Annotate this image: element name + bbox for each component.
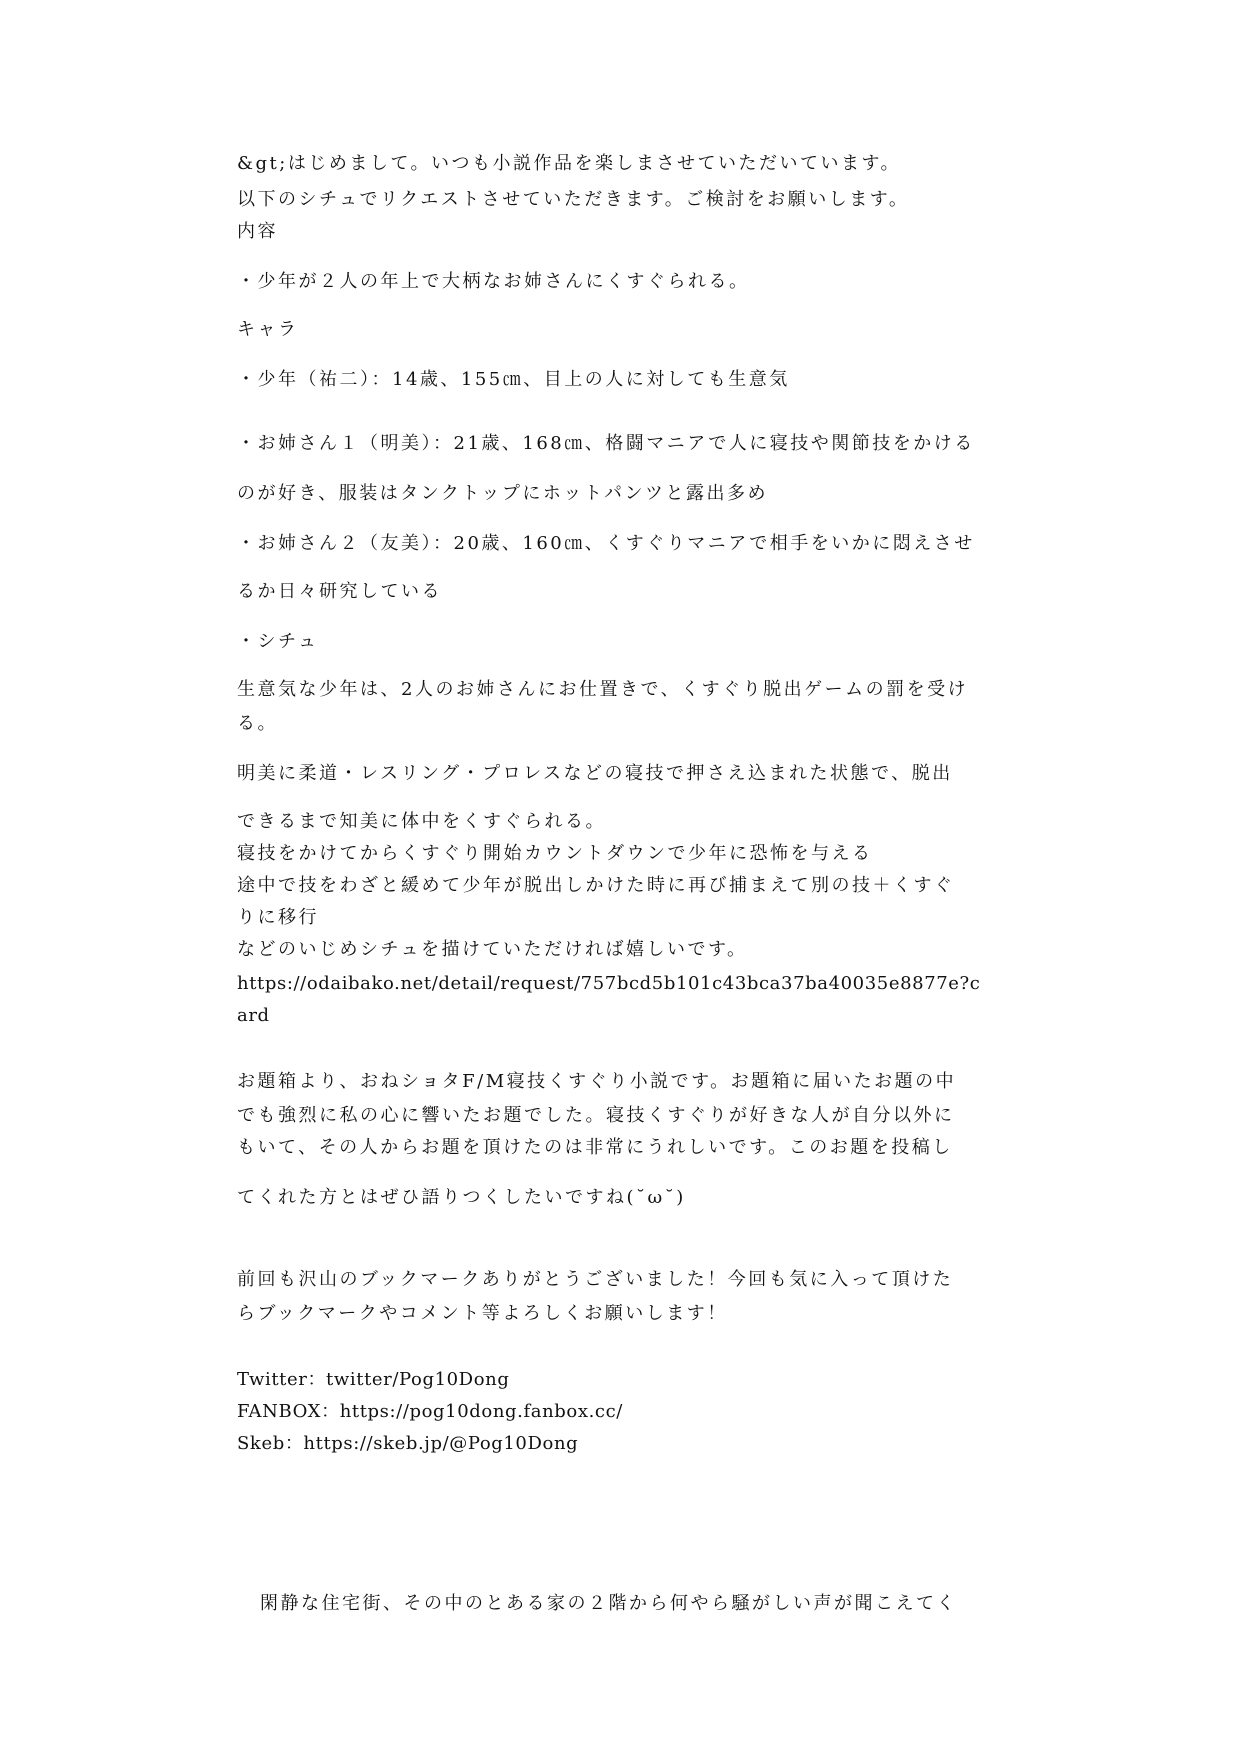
situation-closing: などのいじめシチュを描けていただければ嬉しいです。: [237, 939, 748, 960]
character-sister-1: ・お姉さん１（明美）：21歳、168㎝、格闘マニアで人に寝技や関節技をかける: [237, 433, 975, 454]
request-url-cont[interactable]: ard: [237, 1005, 270, 1026]
intro-line-4: てくれた方とはぜひ語りつくしたいですね(˘ω˘): [237, 1187, 686, 1208]
request-content-heading: 内容: [237, 221, 278, 242]
situation-line-3: 寝技をかけてからくすぐり開始カウントダウンで少年に恐怖を与える: [237, 843, 873, 864]
intro-line-3: もいて、その人からお題を頂けたのは非常にうれしいです。このお題を投稿し: [237, 1137, 953, 1158]
twitter-link[interactable]: Twitter：twitter/Pog10Dong: [237, 1369, 510, 1390]
situation-line-4: 途中で技をわざと緩めて少年が脱出しかけた時に再び捕まえて別の技＋くすぐ: [237, 875, 955, 896]
character-heading: キャラ: [237, 319, 299, 340]
situation-line-1-cont: る。: [237, 713, 278, 734]
situation-line-2: 明美に柔道・レスリング・プロレスなどの寝技で押さえ込まれた状態で、脱出: [237, 763, 953, 784]
intro-line-2: でも強烈に私の心に響いたお題でした。寝技くすぐりが好きな人が自分以外に: [237, 1105, 955, 1126]
request-greeting: &gt;はじめまして。いつも小説作品を楽しまさせていただいています。: [237, 153, 902, 174]
request-summary: ・少年が２人の年上で大柄なお姉さんにくすぐられる。: [237, 271, 750, 292]
thanks-line-2: らブックマークやコメント等よろしくお願いします！: [237, 1303, 728, 1324]
thanks-line-1: 前回も沢山のブックマークありがとうございました！今回も気に入って頂けた: [237, 1269, 954, 1290]
skeb-link[interactable]: Skeb：https://skeb.jp/@Pog10Dong: [237, 1433, 579, 1454]
character-sister-2: ・お姉さん２（友美）：20歳、160㎝、くすぐりマニアで相手をいかに悶えさせ: [237, 533, 975, 554]
intro-line-1: お題箱より、おねショタF/M寝技くすぐり小説です。お題箱に届いたお題の中: [237, 1071, 957, 1092]
fanbox-link[interactable]: FANBOX：https://pog10dong.fanbox.cc/: [237, 1401, 623, 1422]
story-opening-line: 閑静な住宅街、その中のとある家の２階から何やら騒がしい声が聞こえてく: [260, 1593, 957, 1614]
situation-line-1: 生意気な少年は、2人のお姉さんにお仕置きで、くすぐり脱出ゲームの罰を受け: [237, 679, 969, 700]
situation-line-2-cont: できるまで知美に体中をくすぐられる。: [237, 811, 606, 832]
request-intro: 以下のシチュでリクエストさせていただきます。ご検討をお願いします。: [237, 189, 910, 210]
character-sister-1-cont: のが好き、服装はタンクトップにホットパンツと露出多め: [237, 483, 769, 504]
character-boy: ・少年（祐二）：14歳、155㎝、目上の人に対しても生意気: [237, 369, 790, 390]
situation-line-4-cont: りに移行: [237, 907, 319, 928]
request-url[interactable]: https://odaibako.net/detail/request/757bcd5b101c43bca37ba40035e8877e?c: [237, 973, 981, 994]
character-sister-2-cont: るか日々研究している: [237, 581, 442, 602]
situation-heading: ・シチュ: [237, 631, 319, 652]
